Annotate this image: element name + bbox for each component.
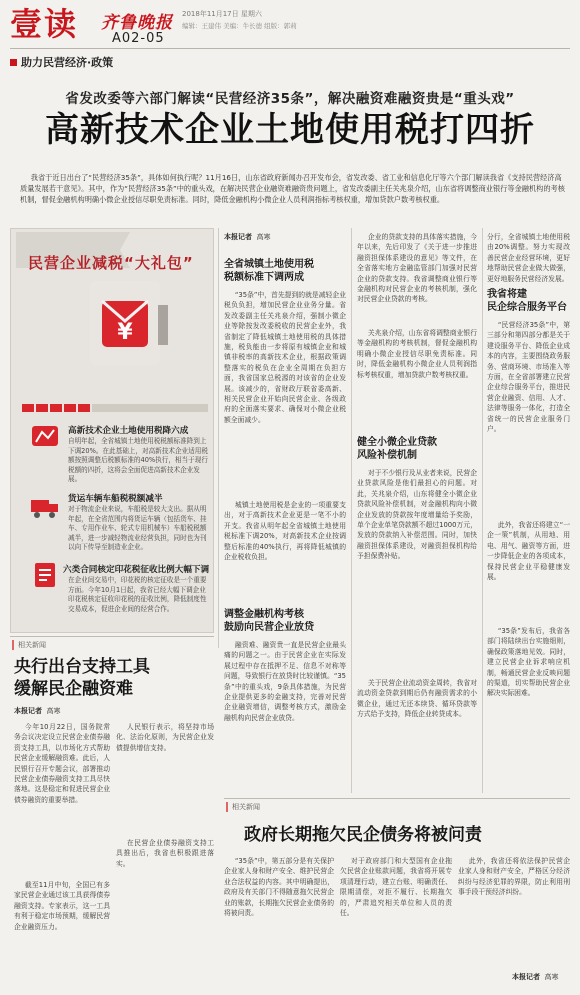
col3-paragraph-3: 对于不少银行及从业者来说，民营企业贷款风险是他们最担心的问题。对此，关兆泉介绍，山东将健全小微企业贷款风险补偿机制，对金融机构向小微企业发放的贷款按年度增量给予奖励，单个企业单笔贷款额不超过1000万元，发放的贷款纳入补偿范围。同时，加快融资担保体系建设，对融资担保机构给予担保费补贴。 bbox=[357, 469, 477, 561]
related1-title-line1: 央行出台支持工具 bbox=[14, 657, 150, 677]
column-divider bbox=[218, 228, 219, 648]
col4-paragraph-3: 此外，我省还将建立“一企一策”机制，从用地、用电、用气、融资等方面，进一步降低企业的各项成本，保持民营企业平稳健康发展。 bbox=[487, 521, 570, 582]
byline bbox=[224, 232, 270, 242]
col2-subhead-1a: 全省城镇土地使用税 bbox=[224, 259, 314, 270]
col2-subhead-1b: 税额标准下调两成 bbox=[224, 272, 304, 283]
byline-label: 本报记者 bbox=[512, 973, 540, 981]
editor-credits: 编辑：王建伟 美编：牛长德 组版：郭莉 bbox=[182, 22, 297, 30]
infobox-item-3-text: 在企业间交易中，印花税的核定征收是一个重要方面。今年10月1日起，我省已经大幅下调企业印花税核定征收印花税的征收比例，降低制度性交易成本，促进企业间的经营合作。 bbox=[68, 576, 207, 613]
column-tag bbox=[10, 56, 113, 70]
related2-paragraph-2: 对于政府部门和大型国有企业拖欠民营企业账款问题，我省将开展专项清理行动，建立台账、明确责任、限期清偿，对拒不履行、长期拖欠的，严肃追究相关单位和人员的责任。 bbox=[340, 857, 452, 918]
red-square-icon bbox=[10, 59, 17, 66]
color-strip bbox=[22, 402, 208, 414]
related-news-tag: 相关新闻 bbox=[12, 640, 46, 650]
col3-paragraph-1: 企业的贷款支持的具体落实措施，今年以来，先后印发了《关于进一步推进融资担保体系建设的意见》等文件，在全省落实地方金融监管部门加强对民营企业的贷款支持。我省调整商业银行等金融机构对民营企业的考核机制，强化对民营企业贷款的考核。 bbox=[357, 233, 477, 304]
column-tag-text: 助力民营经济·政策 bbox=[21, 56, 114, 69]
related1-paragraph-4: 在民营企业债券融资支持工具推出后，我省也积极跟进落实。 bbox=[116, 839, 214, 868]
byline-label: 本报记者 bbox=[14, 707, 42, 715]
related2-byline bbox=[512, 972, 558, 982]
related-news-tag: 相关新闻 bbox=[226, 802, 260, 812]
byline-label: 本报记者 bbox=[224, 233, 252, 241]
kicker: 省发改委等六部门解读“民营经济35条”，解决融资难融资贵是“重头戏” bbox=[65, 91, 515, 107]
svg-text:¥: ¥ bbox=[117, 320, 133, 345]
section-name: 壹读 bbox=[10, 5, 79, 43]
related1-title-line2: 缓解民企融资难 bbox=[14, 679, 133, 699]
col4-subhead-1b: 民企综合服务平台 bbox=[487, 302, 567, 313]
masthead bbox=[0, 0, 580, 50]
byline-name: 高寒 bbox=[544, 973, 559, 981]
col3-paragraph-4: 关于民营企业流动资金周转，我省对流动资金贷款到期后仍有融资需求的小微企业，通过无还本续贷、循环贷款等方式给予支持，降低企业转贷成本。 bbox=[357, 679, 477, 719]
col3-subhead-1a: 健全小微企业贷款 bbox=[357, 437, 437, 448]
land-icon bbox=[30, 420, 60, 450]
related1-byline bbox=[14, 706, 60, 716]
col4-paragraph-2: “民营经济35条”中，第三部分和第四部分都是关于建设服务平台、降低企业成本的内容，主要围绕政务服务、营商环境、市场准入等方面，在全省部署建立民营企业综合服务平台，推进民营企业融资、信用、人才、法律等服务一体化，打造全省统一的民营企业服务门户。 bbox=[487, 321, 570, 434]
column-divider bbox=[351, 228, 352, 793]
col4-paragraph-1: 分行，全省城镇土地使用税由20%调整。努力实现改善民营企业经营环境，更好地帮助民营企业做大做强，更好地服务民营经济发展。 bbox=[487, 233, 570, 283]
related1-paragraph-3: 人民银行表示，将坚持市场化、法治化原则，为民营企业发债提供增信支持。 bbox=[116, 723, 214, 752]
related2-title: 政府长期拖欠民企债务将被问责 bbox=[244, 825, 482, 845]
infobox-item-2-head: 货运车辆车船税税额减半 bbox=[68, 494, 163, 504]
newspaper-logo: 齐鲁晚报 bbox=[101, 13, 173, 33]
infobox-item-1-text: 自明年起，全省城镇土地使用税税额标准降到上下调20%。在此基础上，对高新技术企业适用税额按照调整后税额标准的40%执行，相当于现行税额的四折，这将会全面促进高新技术企业发展。 bbox=[68, 437, 208, 484]
col2-paragraph-1: “35条”中，首先提到的就是减轻企业税负负担，增加民营企业业务分量。省发改委副主任关兆泉介绍，强制小微企业等除按发改委税收的民营企业外，我省制定了降低城镇土地使用税的具体措施，税负能由一步将原有城镇企业和城镇非税率的高新技术企业，根据政策调整落实的税负在企业全周期在负担方面，我省国家总税源的对该省的企业发展。该减少的，省财政厅联省委高新、相关民营企业开始向民营企业、各级政府的全面落实要求、确保对小微企业税额全面减少。 bbox=[224, 291, 346, 424]
related1-paragraph-1: 今年10月22日，国务院常务会议决定设立民营企业债券融资支持工具，以市场化方式帮助民营企业缓解融资难。此后，人民银行召开专题会议，部署推动民营企业债券融资支持工具尽快落地。这是稳定和促进民营企业债券融资的重要举措。 bbox=[14, 723, 110, 804]
issue-date: 2018年11月17日 星期六 bbox=[182, 10, 262, 18]
col3-paragraph-2: 关兆泉介绍，山东省将调整商业银行等金融机构的考核机制，督促金融机构明确小微企业授信尽职免责标准。同时，降低金融机构小微企业人员利润指标考核权重，增加贷款户数考核权重。 bbox=[357, 329, 477, 379]
lead-paragraph: 我省于近日出台了“民营经济35条”，具体如何执行呢？11月16日，山东省政府新闻办召开发布会，省发改委、省工业和信息化厅等六个部门解读我省《支持民营经济高质量发展若干意见》。其中，作为“民营经济35条”中的重头戏，在解决民营企业融资难融资贵问题上，省发改委副主任关兆泉介绍，山东省将调整商业银行等金融机构的考核机制，督促金融机构明确小微企业授信尽职免责标准。同时，降低金融机构小微企业人员利润指标考核权重，增加贷款户数考核权重。 bbox=[20, 173, 565, 204]
column-divider bbox=[482, 228, 483, 793]
byline-name: 高寒 bbox=[46, 707, 61, 715]
col3-subhead-1b: 风险补偿机制 bbox=[357, 450, 417, 461]
col2-subhead-2b: 鼓励向民营企业放贷 bbox=[224, 622, 314, 633]
section-divider bbox=[224, 798, 570, 799]
related2-paragraph-3: 此外，我省还将依法保护民营企业家人身和财产安全，严格区分经济纠纷与经济犯罪的界限，防止利用刑事手段干预经济纠纷。 bbox=[458, 857, 570, 897]
col2-paragraph-2: 城镇土地使用税是企业的一项重要支出，对于高新技术企业更是一笔不小的开支。我省从明年起全省城镇土地使用税标准下调20%，对高新技术企业按调整后标准的40%执行，再将降低城镇的企业税收负担。 bbox=[224, 501, 346, 562]
infobox-item-2-text: 对于物流企业来说，车船税是较大支出。据从明年起，在全省范围内将货运车辆（包括货车、挂车、专用作业车、轮式专用机械车）车船税税额减半，进一步减轻物流业经营负担，同时也为刊以向下传导至制造业企业。 bbox=[68, 505, 207, 552]
related1-paragraph-2: 截至11月中旬，全国已有多家民营企业通过该工具获得债券融资支持。专家表示，这一工具有利于稳定市场预期，缓解民营企业融资压力。 bbox=[14, 881, 110, 931]
section-divider bbox=[10, 636, 214, 637]
infobox-item-1-head: 高新技术企业土地使用税降六成 bbox=[68, 426, 189, 436]
col4-subhead-1a: 我省将建 bbox=[487, 289, 527, 300]
headline: 高新技术企业土地使用税打四折 bbox=[45, 110, 535, 150]
masthead-divider bbox=[10, 48, 570, 49]
col2-subhead-2a: 调整金融机构考核 bbox=[224, 609, 304, 620]
col4-paragraph-4: “35条”发布后，我省各部门将陆续出台实施细则，确保政策落地见效。同时，建立民营企业诉求响应机制，畅通民营企业反映问题的渠道，切实帮助民营企业解决实际困难。 bbox=[487, 627, 570, 698]
red-envelope-icon bbox=[80, 275, 175, 370]
truck-icon bbox=[30, 492, 60, 522]
infobox-title: 民营企业减税“大礼包” bbox=[28, 254, 194, 272]
byline-name: 高寒 bbox=[256, 233, 271, 241]
related2-paragraph-1: “35条”中，第五部分是有关保护企业家人身和财产安全、维护民营企业合法权益的内容。其中明确提出，政府及有关部门不得随意拖欠民营企业的账款，长期拖欠民营企业债务的将被问责。 bbox=[224, 857, 334, 918]
page-number: A02-05 bbox=[112, 31, 165, 46]
col2-paragraph-3: 融资难、融资贵一直是民营企业最头痛的问题之一。由于民营企业在实际发展过程中存在抵押不足、信息不对称等问题，导致银行在放贷时比较谨慎。“35条”中的重头戏，9条具体措施，为民营企业提供更多的金融支持，完善对民营企业融资增信，调整考核方式，激励金融机构向民营企业放贷。 bbox=[224, 641, 346, 722]
infobox-item-3-head: 六类合同核定印花税征收比例大幅下调 bbox=[63, 565, 210, 575]
contract-icon bbox=[30, 560, 60, 590]
